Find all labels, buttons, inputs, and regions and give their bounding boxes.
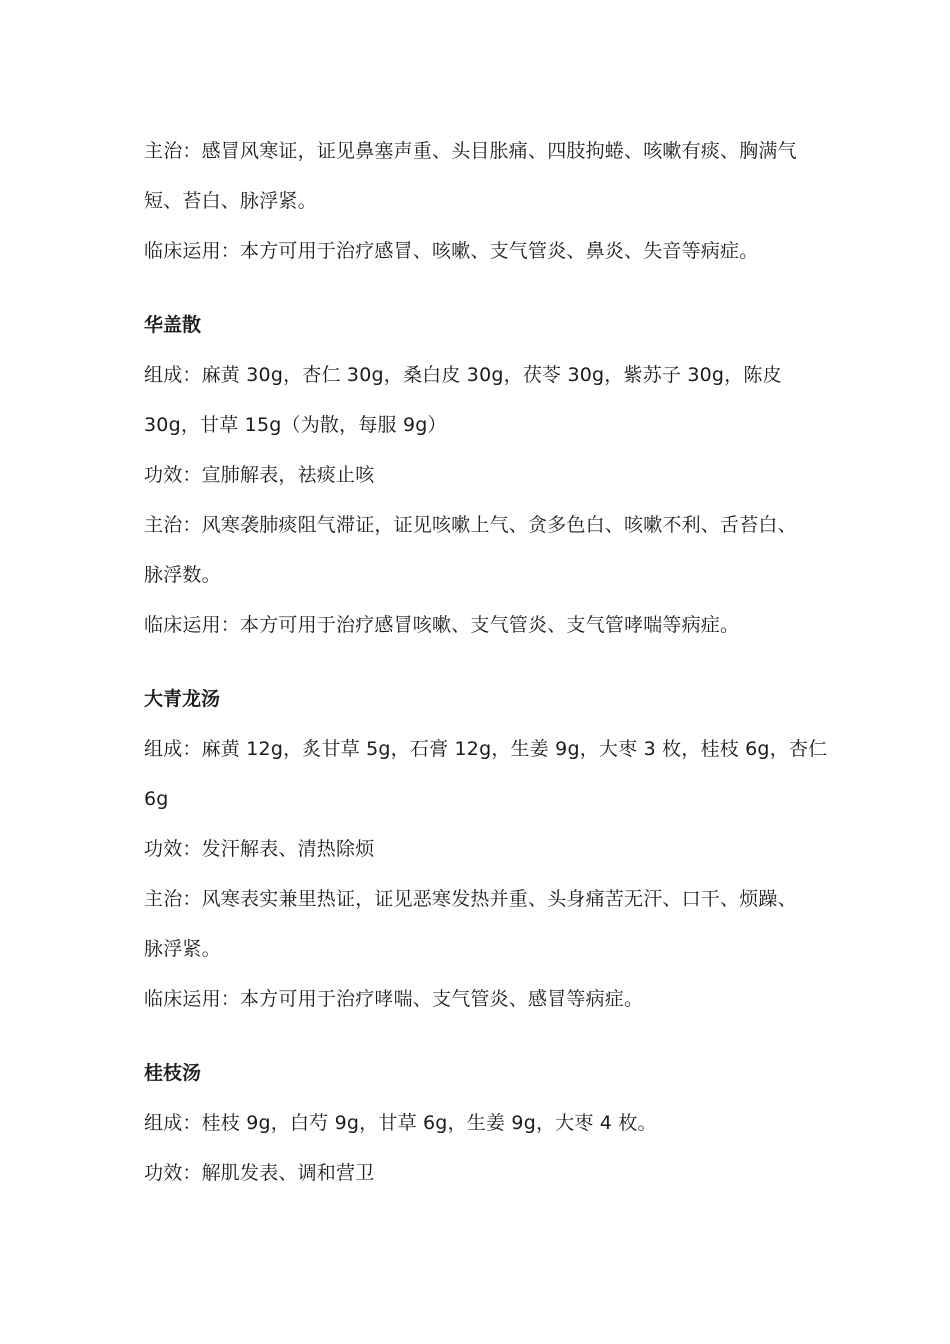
paragraph-line: 功效：发汗解表、清热除烦: [144, 838, 375, 860]
paragraph-line: 主治：感冒风寒证，证见鼻塞声重、头目胀痛、四肢拘蜷、咳嗽有痰、胸满气: [144, 140, 797, 162]
paragraph-line: 30g，甘草 15g（为散，每服 9g）: [144, 414, 447, 436]
document-page: [144, 126, 828, 1198]
section-heading: 华盖散: [144, 314, 202, 336]
section-heading: 桂枝汤: [144, 1062, 202, 1084]
paragraph-line: 主治：风寒表实兼里热证，证见恶寒发热并重、头身痛苦无汗、口干、烦躁、: [144, 888, 797, 910]
section-gap: [144, 650, 824, 674]
paragraph-line: 临床运用：本方可用于治疗哮喘、支气管炎、感冒等病症。: [144, 988, 644, 1010]
paragraph-line: 组成：桂枝 9g，白芍 9g，甘草 6g，生姜 9g，大枣 4 枚。: [144, 1112, 657, 1134]
section-heading: 大青龙汤: [144, 688, 221, 710]
paragraph-line: 临床运用：本方可用于治疗感冒咳嗽、支气管炎、支气管哮喘等病症。: [144, 614, 740, 636]
paragraph-line: 功效：解肌发表、调和营卫: [144, 1162, 375, 1184]
paragraph-line: 组成：麻黄 30g，杏仁 30g，桑白皮 30g，茯苓 30g，紫苏子 30g，陈皮: [144, 364, 782, 386]
paragraph-line: 主治：风寒袭肺痰阻气滞证，证见咳嗽上气、贪多色白、咳嗽不利、舌苔白、: [144, 514, 797, 536]
section-gap: [144, 1024, 824, 1048]
paragraph-line: 短、苔白、脉浮紧。: [144, 190, 317, 212]
paragraph-line: 脉浮紧。: [144, 938, 221, 960]
paragraph-line: 组成：麻黄 12g，炙甘草 5g，石膏 12g，生姜 9g，大枣 3 枚，桂枝 6g，杏仁: [144, 738, 828, 760]
paragraph-line: 6g: [144, 788, 169, 810]
paragraph-line: 功效：宣肺解表，祛痰止咳: [144, 464, 375, 486]
section-gap: [144, 276, 824, 300]
paragraph-line: 临床运用：本方可用于治疗感冒、咳嗽、支气管炎、鼻炎、失音等病症。: [144, 240, 759, 262]
paragraph-line: 脉浮数。: [144, 564, 221, 586]
